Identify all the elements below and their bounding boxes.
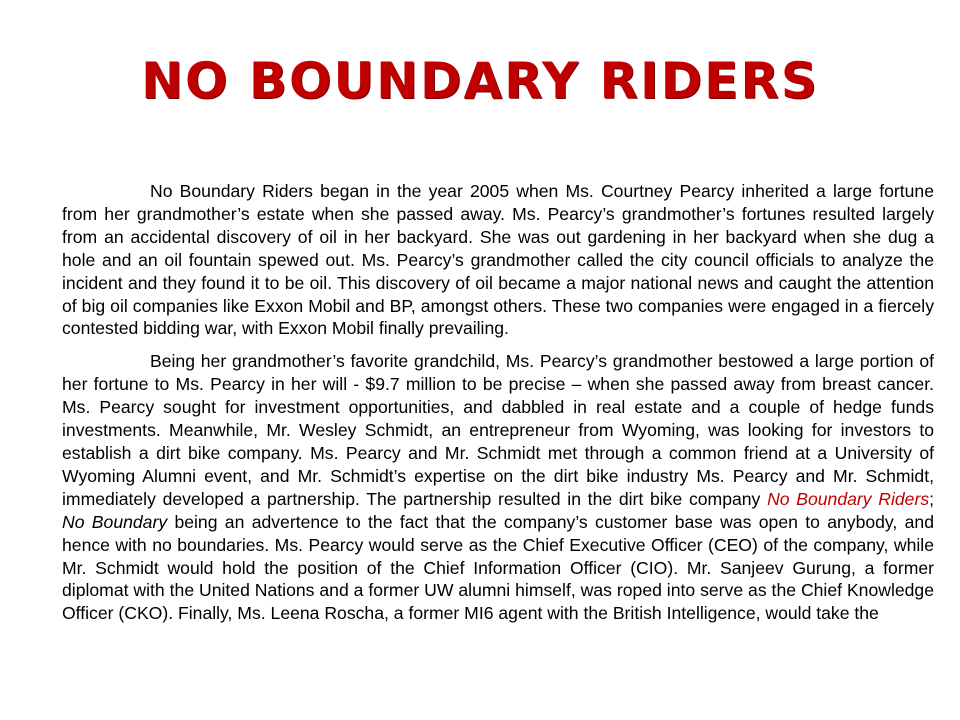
body-text: [62, 180, 934, 635]
paragraph-text: being an advertence to the fact that the company’s customer base was open to anybody, and hence with no boundaries. Ms. Pearcy would serve as the Chief Executive Officer (CEO) of the company, while Mr. Schmidt would hold the position of the Chief Information Officer (CIO). Mr. Sanjeev Gurung, a former diplomat with the United Nations and a former UW alumni himself, was roped into serve as the Chief Knowledge Officer (CKO). Finally, Ms. Leena Roscha, a former MI6 agent with the British Intelligence, would take the: [62, 511, 934, 624]
paragraph-text: Being her grandmother’s favorite grandchild, Ms. Pearcy’s grandmother bestowed a large portion of her fortune to Ms. Pearcy in her will - $9.7 million to be precise – when she passed away from breast cancer. Ms. Pearcy sought for investment opportunities, and dabbled in real estate and a couple of hedge funds investments. Meanwhile, Mr. Wesley Schmidt, an entrepreneur from Wyoming, was looking for investors to establish a dirt bike company. Ms. Pearcy and Mr. Schmidt met through a common friend at a University of Wyoming Alumni event, and Mr. Schmidt’s expertise on the dirt bike industry Ms. Pearcy and Mr. Schmidt, immediately developed a partnership. The partnership resulted in the dirt bike company: [62, 351, 934, 509]
slide-title: NO BOUNDARY RIDERS: [141, 52, 819, 110]
italic-term: No Boundary: [62, 511, 168, 532]
paragraph-origin: No Boundary Riders began in the year 2005 when Ms. Courtney Pearcy inherited a large fortune from her grandmother’s estate when she passed away. Ms. Pearcy’s grandmother’s fortunes resulted largely from an accidental discovery of oil in her backyard. She was out gardening in her backyard when she dug a hole and an oil fountain spewed out. Ms. Pearcy’s grandmother called the city council officials to analyze the incident and they found it to be oil. This discovery of oil became a major national news and caught the attention of big oil companies like Exxon Mobil and BP, amongst others. These two companies were engaged in a fiercely contested bidding war, with Exxon Mobil finally prevailing.: [62, 181, 934, 339]
paragraph-partnership: [62, 350, 934, 625]
paragraph-text: ;: [929, 488, 935, 509]
company-name: No Boundary Riders: [767, 488, 930, 509]
